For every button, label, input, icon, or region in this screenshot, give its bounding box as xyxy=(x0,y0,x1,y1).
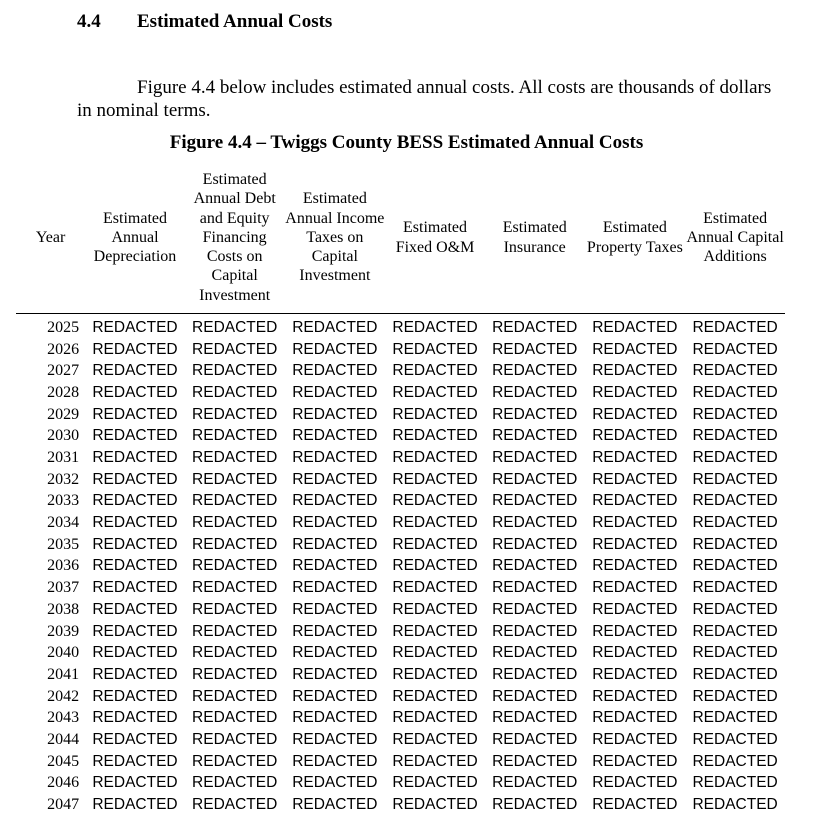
value-cell: REDACTED xyxy=(392,730,478,748)
value-cell: REDACTED xyxy=(392,796,478,814)
value-cell: REDACTED xyxy=(92,579,178,597)
value-cell: REDACTED xyxy=(292,644,378,662)
table-row xyxy=(16,707,785,729)
value-cell: REDACTED xyxy=(392,557,478,575)
year-cell: 2028 xyxy=(47,383,80,401)
value-cell: REDACTED xyxy=(692,514,778,532)
column-header-financing-costs: Estimated Annual Debt and Equity Financing Costs on Capital Investment xyxy=(185,170,285,314)
value-cell: REDACTED xyxy=(492,340,578,358)
column-header-property-taxes: Estimated Property Taxes xyxy=(585,170,686,314)
value-cell: REDACTED xyxy=(592,665,678,683)
table-row xyxy=(16,751,785,773)
value-cell: REDACTED xyxy=(192,427,278,445)
value-cell: REDACTED xyxy=(192,514,278,532)
value-cell: REDACTED xyxy=(92,449,178,467)
value-cell: REDACTED xyxy=(692,579,778,597)
value-cell: REDACTED xyxy=(692,427,778,445)
value-cell: REDACTED xyxy=(492,427,578,445)
year-cell: 2032 xyxy=(47,470,80,488)
value-cell: REDACTED xyxy=(492,405,578,423)
column-header-income-taxes: Estimated Annual Income Taxes on Capital Investment xyxy=(285,170,386,314)
value-cell: REDACTED xyxy=(292,557,378,575)
value-cell: REDACTED xyxy=(692,383,778,401)
value-cell: REDACTED xyxy=(292,340,378,358)
value-cell: REDACTED xyxy=(292,752,378,770)
table-header-row xyxy=(16,170,785,314)
year-cell: 2038 xyxy=(47,600,80,618)
value-cell: REDACTED xyxy=(392,774,478,792)
value-cell: REDACTED xyxy=(492,752,578,770)
table-row xyxy=(16,686,785,708)
value-cell: REDACTED xyxy=(92,644,178,662)
value-cell: REDACTED xyxy=(292,470,378,488)
value-cell: REDACTED xyxy=(392,579,478,597)
value-cell: REDACTED xyxy=(692,340,778,358)
value-cell: REDACTED xyxy=(592,730,678,748)
table-row xyxy=(16,729,785,751)
value-cell: REDACTED xyxy=(392,362,478,380)
year-cell: 2045 xyxy=(47,752,80,770)
value-cell: REDACTED xyxy=(592,579,678,597)
value-cell: REDACTED xyxy=(192,318,278,336)
value-cell: REDACTED xyxy=(192,362,278,380)
value-cell: REDACTED xyxy=(292,383,378,401)
value-cell: REDACTED xyxy=(192,492,278,510)
value-cell: REDACTED xyxy=(392,514,478,532)
value-cell: REDACTED xyxy=(492,665,578,683)
column-header-depreciation: Estimated Annual Depreciation xyxy=(85,170,185,314)
value-cell: REDACTED xyxy=(492,622,578,640)
value-cell: REDACTED xyxy=(292,774,378,792)
value-cell: REDACTED xyxy=(292,362,378,380)
intro-paragraph: Figure 4.4 below includes estimated annual costs. All costs are thousands of dollars in nominal terms. xyxy=(77,77,772,121)
year-cell: 2037 xyxy=(47,579,80,597)
value-cell: REDACTED xyxy=(292,449,378,467)
value-cell: REDACTED xyxy=(492,709,578,727)
value-cell: REDACTED xyxy=(192,622,278,640)
value-cell: REDACTED xyxy=(92,752,178,770)
year-cell: 2036 xyxy=(47,557,80,575)
section-heading xyxy=(77,11,332,33)
value-cell: REDACTED xyxy=(692,470,778,488)
value-cell: REDACTED xyxy=(92,687,178,705)
value-cell: REDACTED xyxy=(192,383,278,401)
value-cell: REDACTED xyxy=(592,514,678,532)
value-cell: REDACTED xyxy=(492,470,578,488)
value-cell: REDACTED xyxy=(392,709,478,727)
value-cell: REDACTED xyxy=(492,318,578,336)
table-row xyxy=(16,382,785,404)
year-cell: 2039 xyxy=(47,622,80,640)
value-cell: REDACTED xyxy=(192,405,278,423)
value-cell: REDACTED xyxy=(592,752,678,770)
value-cell: REDACTED xyxy=(192,687,278,705)
value-cell: REDACTED xyxy=(592,449,678,467)
value-cell: REDACTED xyxy=(592,687,678,705)
value-cell: REDACTED xyxy=(292,665,378,683)
table-row xyxy=(16,664,785,686)
value-cell: REDACTED xyxy=(492,687,578,705)
value-cell: REDACTED xyxy=(492,449,578,467)
value-cell: REDACTED xyxy=(92,427,178,445)
value-cell: REDACTED xyxy=(492,579,578,597)
table-row xyxy=(16,491,785,513)
year-cell: 2027 xyxy=(47,362,80,380)
value-cell: REDACTED xyxy=(692,687,778,705)
value-cell: REDACTED xyxy=(592,405,678,423)
value-cell: REDACTED xyxy=(692,405,778,423)
value-cell: REDACTED xyxy=(592,622,678,640)
value-cell: REDACTED xyxy=(592,427,678,445)
value-cell: REDACTED xyxy=(92,383,178,401)
value-cell: REDACTED xyxy=(292,600,378,618)
value-cell: REDACTED xyxy=(392,600,478,618)
value-cell: REDACTED xyxy=(192,340,278,358)
year-cell: 2026 xyxy=(47,340,80,358)
figure-title: Figure 4.4 – Twiggs County BESS Estimated Annual Costs xyxy=(169,132,644,153)
table-row xyxy=(16,577,785,599)
value-cell: REDACTED xyxy=(392,470,478,488)
table-row xyxy=(16,773,785,795)
table-row xyxy=(16,621,785,643)
year-cell: 2030 xyxy=(47,427,80,445)
value-cell: REDACTED xyxy=(492,796,578,814)
value-cell: REDACTED xyxy=(392,687,478,705)
value-cell: REDACTED xyxy=(92,665,178,683)
year-cell: 2042 xyxy=(47,687,80,705)
table-row xyxy=(16,599,785,621)
value-cell: REDACTED xyxy=(492,557,578,575)
value-cell: REDACTED xyxy=(192,644,278,662)
year-cell: 2044 xyxy=(47,730,80,748)
value-cell: REDACTED xyxy=(192,796,278,814)
year-cell: 2041 xyxy=(47,665,80,683)
value-cell: REDACTED xyxy=(292,622,378,640)
table-row xyxy=(16,512,785,534)
value-cell: REDACTED xyxy=(92,492,178,510)
value-cell: REDACTED xyxy=(392,622,478,640)
value-cell: REDACTED xyxy=(292,796,378,814)
value-cell: REDACTED xyxy=(192,665,278,683)
value-cell: REDACTED xyxy=(92,405,178,423)
annual-costs-table xyxy=(16,170,785,816)
value-cell: REDACTED xyxy=(692,665,778,683)
value-cell: REDACTED xyxy=(492,600,578,618)
value-cell: REDACTED xyxy=(492,774,578,792)
value-cell: REDACTED xyxy=(192,535,278,553)
value-cell: REDACTED xyxy=(392,340,478,358)
value-cell: REDACTED xyxy=(292,730,378,748)
value-cell: REDACTED xyxy=(392,427,478,445)
value-cell: REDACTED xyxy=(92,774,178,792)
value-cell: REDACTED xyxy=(692,796,778,814)
value-cell: REDACTED xyxy=(692,709,778,727)
table-row xyxy=(16,534,785,556)
value-cell: REDACTED xyxy=(592,383,678,401)
table-row xyxy=(16,314,785,339)
value-cell: REDACTED xyxy=(692,622,778,640)
year-cell: 2029 xyxy=(47,405,80,423)
table-row xyxy=(16,469,785,491)
value-cell: REDACTED xyxy=(492,362,578,380)
year-cell: 2034 xyxy=(47,514,80,532)
table-row xyxy=(16,360,785,382)
value-cell: REDACTED xyxy=(292,709,378,727)
year-cell: 2047 xyxy=(47,796,80,814)
column-header-insurance: Estimated Insurance xyxy=(485,170,585,314)
value-cell: REDACTED xyxy=(692,600,778,618)
value-cell: REDACTED xyxy=(592,709,678,727)
value-cell: REDACTED xyxy=(92,535,178,553)
value-cell: REDACTED xyxy=(392,383,478,401)
value-cell: REDACTED xyxy=(492,383,578,401)
column-header-fixed-om: Estimated Fixed O&M xyxy=(385,170,485,314)
value-cell: REDACTED xyxy=(292,579,378,597)
value-cell: REDACTED xyxy=(92,600,178,618)
value-cell: REDACTED xyxy=(292,514,378,532)
value-cell: REDACTED xyxy=(692,730,778,748)
value-cell: REDACTED xyxy=(692,535,778,553)
column-header-capital-additions: Estimated Annual Capital Additions xyxy=(685,170,785,314)
year-cell: 2046 xyxy=(47,774,80,792)
value-cell: REDACTED xyxy=(592,535,678,553)
value-cell: REDACTED xyxy=(92,514,178,532)
table-body xyxy=(16,314,785,816)
value-cell: REDACTED xyxy=(692,449,778,467)
value-cell: REDACTED xyxy=(192,557,278,575)
value-cell: REDACTED xyxy=(392,318,478,336)
value-cell: REDACTED xyxy=(392,665,478,683)
year-cell: 2043 xyxy=(47,709,80,727)
value-cell: REDACTED xyxy=(292,687,378,705)
value-cell: REDACTED xyxy=(392,492,478,510)
column-header-year: Year xyxy=(16,170,85,314)
value-cell: REDACTED xyxy=(392,644,478,662)
value-cell: REDACTED xyxy=(692,492,778,510)
value-cell: REDACTED xyxy=(692,644,778,662)
value-cell: REDACTED xyxy=(192,449,278,467)
value-cell: REDACTED xyxy=(692,362,778,380)
value-cell: REDACTED xyxy=(492,730,578,748)
value-cell: REDACTED xyxy=(592,600,678,618)
value-cell: REDACTED xyxy=(192,709,278,727)
value-cell: REDACTED xyxy=(592,340,678,358)
value-cell: REDACTED xyxy=(692,318,778,336)
value-cell: REDACTED xyxy=(392,752,478,770)
value-cell: REDACTED xyxy=(292,535,378,553)
value-cell: REDACTED xyxy=(292,318,378,336)
value-cell: REDACTED xyxy=(592,318,678,336)
value-cell: REDACTED xyxy=(492,535,578,553)
value-cell: REDACTED xyxy=(592,362,678,380)
year-cell: 2033 xyxy=(47,492,80,510)
value-cell: REDACTED xyxy=(92,318,178,336)
value-cell: REDACTED xyxy=(392,449,478,467)
value-cell: REDACTED xyxy=(292,492,378,510)
value-cell: REDACTED xyxy=(492,492,578,510)
value-cell: REDACTED xyxy=(592,470,678,488)
table-row xyxy=(16,339,785,361)
value-cell: REDACTED xyxy=(92,340,178,358)
value-cell: REDACTED xyxy=(292,405,378,423)
value-cell: REDACTED xyxy=(592,774,678,792)
value-cell: REDACTED xyxy=(592,492,678,510)
table-row xyxy=(16,556,785,578)
value-cell: REDACTED xyxy=(592,796,678,814)
value-cell: REDACTED xyxy=(592,644,678,662)
value-cell: REDACTED xyxy=(192,730,278,748)
value-cell: REDACTED xyxy=(192,600,278,618)
value-cell: REDACTED xyxy=(192,579,278,597)
year-cell: 2031 xyxy=(47,449,80,467)
year-cell: 2025 xyxy=(47,318,80,336)
value-cell: REDACTED xyxy=(92,362,178,380)
table-row xyxy=(16,642,785,664)
value-cell: REDACTED xyxy=(292,427,378,445)
value-cell: REDACTED xyxy=(492,644,578,662)
value-cell: REDACTED xyxy=(92,622,178,640)
value-cell: REDACTED xyxy=(692,752,778,770)
value-cell: REDACTED xyxy=(92,730,178,748)
section-number: 4.4 xyxy=(77,11,101,32)
value-cell: REDACTED xyxy=(192,774,278,792)
value-cell: REDACTED xyxy=(92,557,178,575)
value-cell: REDACTED xyxy=(192,470,278,488)
section-title: Estimated Annual Costs xyxy=(137,11,333,32)
value-cell: REDACTED xyxy=(592,557,678,575)
table-row xyxy=(16,404,785,426)
value-cell: REDACTED xyxy=(392,405,478,423)
year-cell: 2035 xyxy=(47,535,80,553)
table-row xyxy=(16,794,785,816)
table-row xyxy=(16,447,785,469)
year-cell: 2040 xyxy=(47,644,80,662)
value-cell: REDACTED xyxy=(692,557,778,575)
value-cell: REDACTED xyxy=(692,774,778,792)
value-cell: REDACTED xyxy=(92,470,178,488)
value-cell: REDACTED xyxy=(492,514,578,532)
value-cell: REDACTED xyxy=(92,796,178,814)
value-cell: REDACTED xyxy=(92,709,178,727)
table-row xyxy=(16,426,785,448)
value-cell: REDACTED xyxy=(392,535,478,553)
value-cell: REDACTED xyxy=(192,752,278,770)
